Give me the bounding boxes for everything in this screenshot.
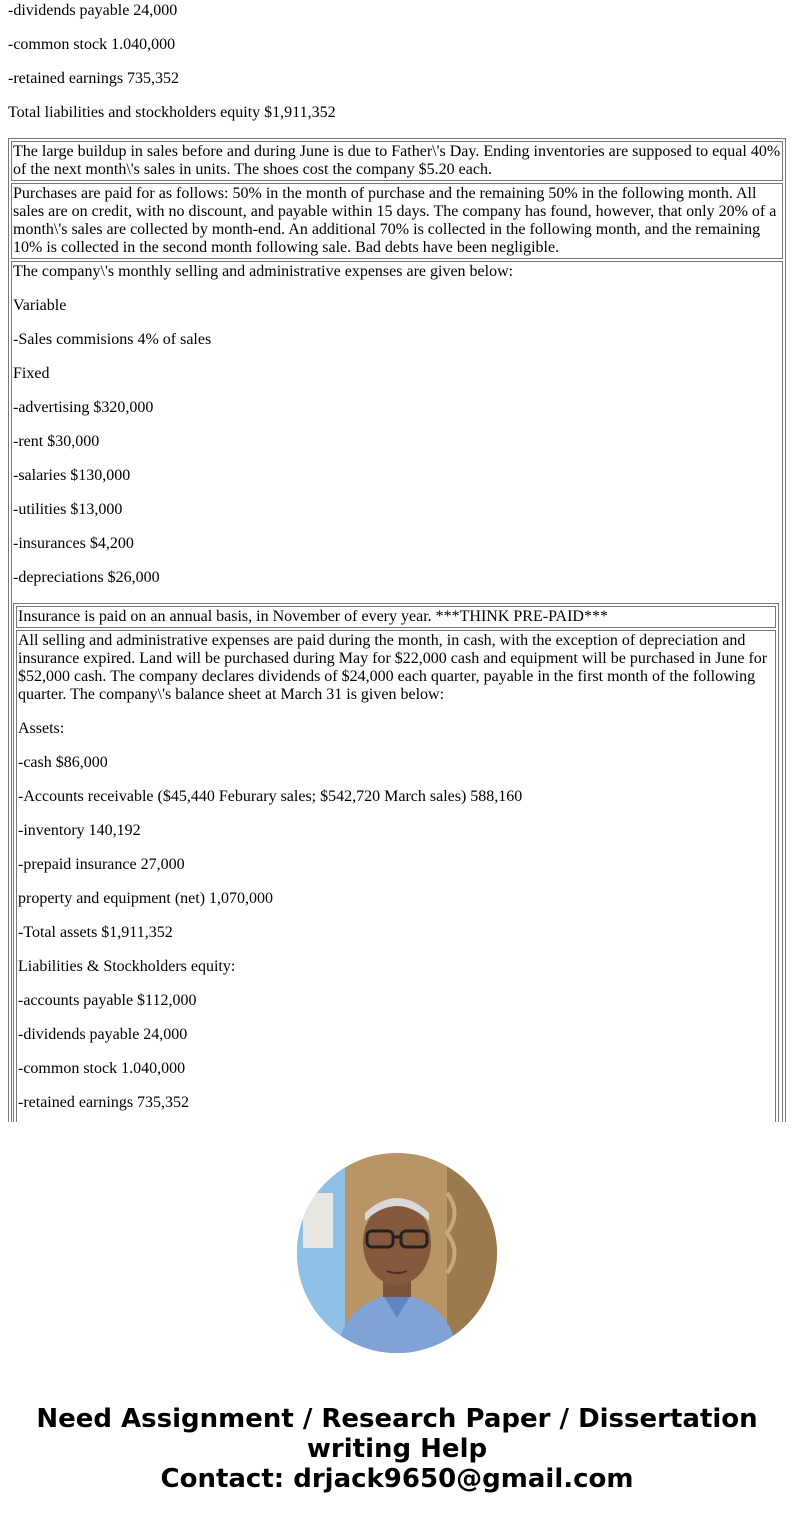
text-line: The company\'s monthly selling and administrative expenses are given below: bbox=[13, 263, 514, 280]
text-line: -rent $30,000 bbox=[13, 433, 100, 450]
text-line: -prepaid insurance 27,000 bbox=[18, 856, 185, 873]
text-line: property and equipment (net) 1,070,000 bbox=[18, 890, 274, 907]
portrait-photo bbox=[297, 1153, 497, 1353]
text-line: -Sales commisions 4% of sales bbox=[13, 331, 212, 348]
outer-table bbox=[8, 138, 786, 1122]
text-line: -salaries $130,000 bbox=[13, 467, 131, 484]
banner-line: writing Help bbox=[306, 1434, 488, 1464]
text-line: -common stock 1.040,000 bbox=[18, 1060, 186, 1077]
avatar bbox=[297, 1153, 497, 1353]
contact-banner bbox=[0, 1404, 794, 1494]
text-line: Variable bbox=[13, 297, 67, 314]
text-line: -common stock 1.040,000 bbox=[8, 36, 176, 53]
text-line: -retained earnings 735,352 bbox=[8, 70, 180, 87]
balance-sheet-cell bbox=[16, 630, 776, 1122]
text-line: -depreciations $26,000 bbox=[13, 569, 160, 586]
promo-footer bbox=[0, 1122, 794, 1523]
text-line: -dividends payable 24,000 bbox=[18, 1026, 188, 1043]
text-line: -utilities $13,000 bbox=[13, 501, 123, 518]
purchases-cell: Purchases are paid for as follows: 50% in the month of purchase and the remaining 50% in the following month. All sales are on credit, with no discount, and payable within 15 days. The company has found, however, that only 20% of a month\'s sales are collected by month-end. An additional 70% is collected in the following month, and the remaining 10% is collected in the second month following sale. Bad debts have been negligible. bbox=[11, 183, 783, 259]
text-line: Assets: bbox=[18, 720, 65, 737]
inner-table bbox=[13, 603, 779, 1122]
text-line: -insurances $4,200 bbox=[13, 535, 134, 552]
text-line: Total liabilities and stockholders equity $1,911,352 bbox=[8, 104, 336, 121]
insurance-cell: Insurance is paid on an annual basis, in November of every year. ***THINK PRE-PAID*** bbox=[16, 606, 776, 628]
text-line: -accounts payable $112,000 bbox=[18, 992, 197, 1009]
text-line: -Total assets $1,911,352 bbox=[18, 924, 173, 941]
text-line: Fixed bbox=[13, 365, 50, 382]
banner-line: Need Assignment / Research Paper / Dissertation bbox=[36, 1404, 758, 1434]
expenses-cell bbox=[11, 261, 783, 1122]
text-line: -retained earnings 735,352 bbox=[18, 1094, 190, 1111]
sales-buildup-cell: The large buildup in sales before and during June is due to Father\'s Day. Ending inventories are supposed to equal 40% of the next month\'s sales in units. The shoes cost the company $5.20 each. bbox=[11, 141, 783, 181]
text-line: -advertising $320,000 bbox=[13, 399, 154, 416]
text-line: -cash $86,000 bbox=[18, 754, 108, 771]
contact-email: Contact: drjack9650@gmail.com bbox=[160, 1464, 634, 1494]
text-line: -Accounts receivable ($45,440 Feburary sales; $542,720 March sales) 588,160 bbox=[18, 788, 523, 805]
text-line: All selling and administrative expenses are paid during the month, in cash, with the exception of depreciation and insurance expired. Land will be purchased during May for $22,000 cash and equipment will be purchased in June for $52,000 cash. The company declares dividends of $24,000 each quarter, payable in the first month of the following quarter. The company\'s balance sheet at March 31 is given below: bbox=[18, 632, 768, 703]
text-line: -dividends payable 24,000 bbox=[8, 2, 178, 19]
text-line: Liabilities & Stockholders equity: bbox=[18, 958, 236, 975]
text-line: -inventory 140,192 bbox=[18, 822, 141, 839]
